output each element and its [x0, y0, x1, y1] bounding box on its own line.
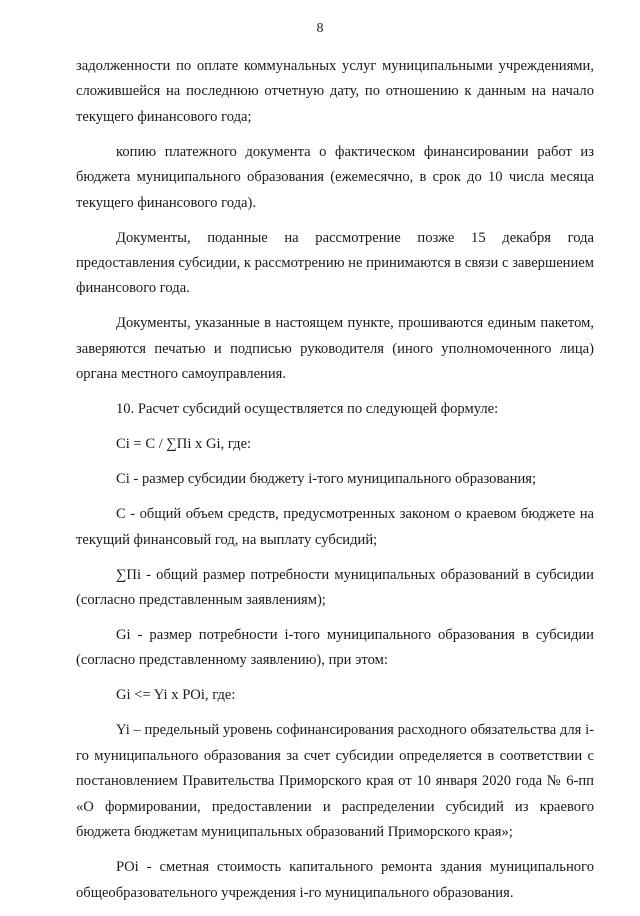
document-body: [76, 54, 594, 916]
definition-poi: POi - сметная стоимость капитального ремонта здания муниципального общеобразовательного учреждения i-го муниципального образования.: [76, 859, 594, 901]
paragraph-continuation: задолженности по оплате коммунальных услуг муниципальными учреждениями, сложившейся на последнюю отчетную дату, по отношению к данным на начало текущего финансового года;: [76, 58, 594, 125]
definition-yi: Yi – предельный уровень софинансирования расходного обязательства для i-го муниципального образования за счет субсидии определяется в соответствии с постановлением Правительства Приморского края от 10 января 2020 года № 6-пп «О формировании, предоставлении и распределении субсидий из краевого бюджета бюджетам муниципальных образований Приморского края»;: [76, 722, 594, 841]
formula-gi-limit: Gi <= Yi x POi, где:: [116, 687, 236, 704]
definition-c: C - общий объем средств, предусмотренных законом о краевом бюджете на текущий финансовый год, на выплату субсидий;: [76, 506, 594, 548]
page-number: 8: [316, 21, 324, 36]
paragraph-document-binding: Документы, указанные в настоящем пункте, прошиваются единым пакетом, заверяются печатью и подписью руководителя (иного уполномоченного лица) органа местного самоуправления.: [76, 315, 594, 383]
definition-sum-pi: ∑Пi - общий размер потребности муниципальных образований в субсидии (согласно представленным заявлениям);: [76, 566, 594, 609]
paragraph-section-10-heading: 10. Расчет субсидий осуществляется по следующей формуле:: [116, 401, 499, 418]
formula-subsidy: Ci = C / ∑Пi x Gi, где:: [116, 436, 252, 453]
definition-ci: Ci - размер субсидии бюджету i-того муниципального образования;: [116, 471, 537, 488]
paragraph-payment-document: копию платежного документа о фактическом финансировании работ из бюджета муниципального образования (ежемесячно, в срок до 10 числа месяца текущего финансового года).: [76, 143, 594, 211]
paragraph-submission-deadline: Документы, поданные на рассмотрение позже 15 декабря года предоставления субсидии, к рассмотрению не принимаются в связи с завершением финансового года.: [76, 229, 595, 297]
definition-gi: Gi - размер потребности i-того муниципального образования в субсидии (согласно представленному заявлению), при этом:: [76, 627, 594, 669]
